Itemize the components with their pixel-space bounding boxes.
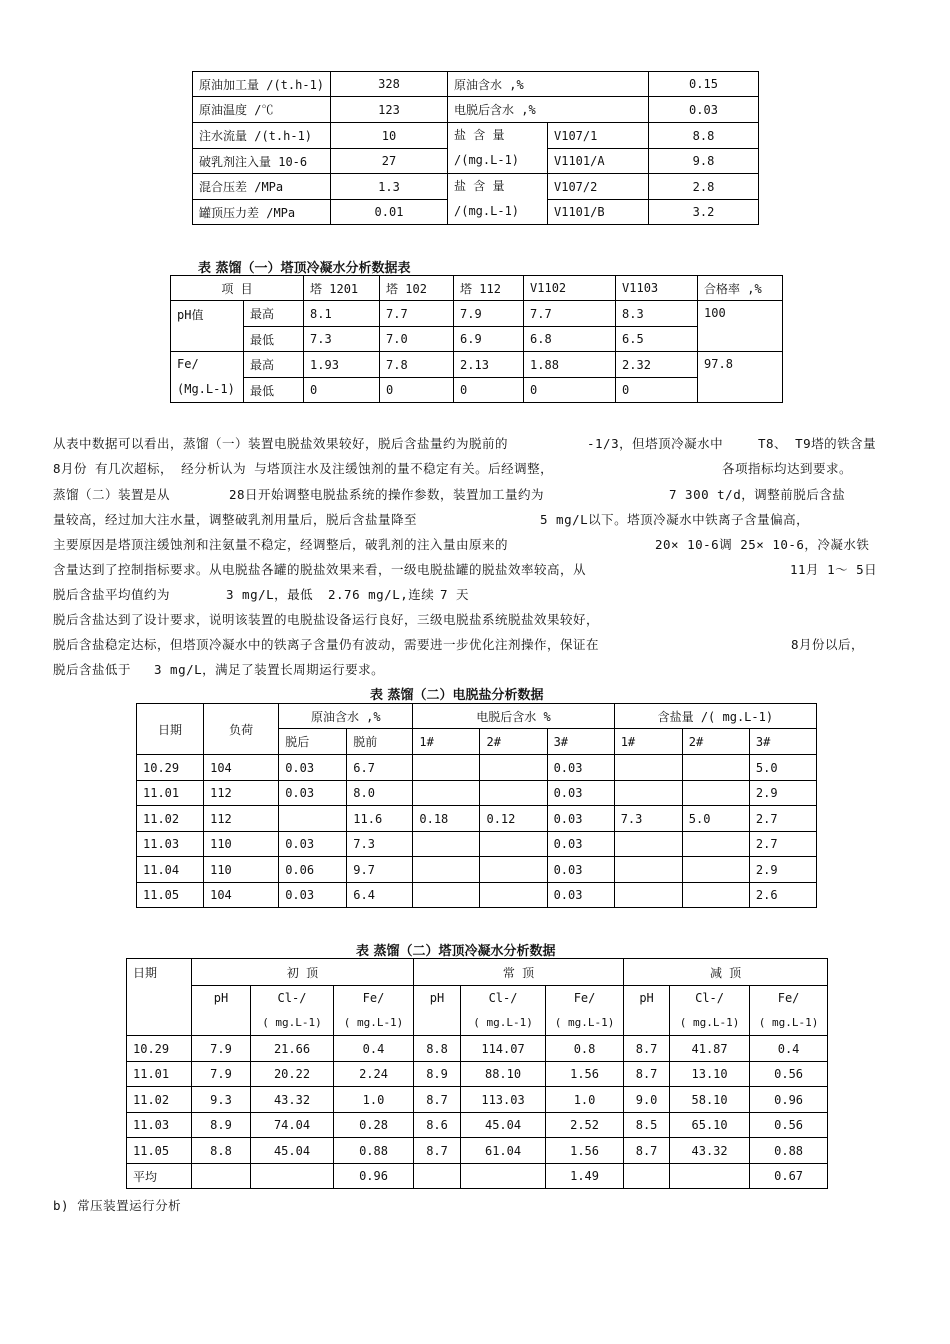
cell: 9.8 <box>649 149 759 174</box>
text-line: T8、 T9塔的铁含量 <box>758 436 877 451</box>
cell <box>670 1164 750 1189</box>
cell: 7.3 <box>347 832 413 857</box>
header-cell: 负荷 <box>204 704 279 755</box>
cell: 58.10 <box>670 1087 750 1113</box>
cell: 7.0 <box>380 327 454 352</box>
cell: 最高 <box>244 352 304 378</box>
unit-cell: ( mg.L-1) <box>251 1011 334 1036</box>
cell: 8.5 <box>624 1113 670 1138</box>
text-line: 8月份 有几次超标， 经分析认为 与塔顶注水及注缓蚀剂的量不稳定有关。后经调整， <box>53 461 554 476</box>
subheader-cell: pH <box>192 986 251 1036</box>
cell <box>480 755 547 781</box>
cell <box>251 1164 334 1189</box>
table-row <box>127 1138 828 1164</box>
subheader-cell: 2# <box>682 729 749 755</box>
cell: 0.4 <box>750 1036 828 1062</box>
group-header: 常 顶 <box>414 959 624 986</box>
cell: 0.03 <box>547 832 614 857</box>
cell: 0.56 <box>750 1113 828 1138</box>
cell: 65.10 <box>670 1113 750 1138</box>
merged-label-cell <box>448 123 548 174</box>
cell: 10.29 <box>137 755 204 781</box>
cell: V1101/A <box>548 149 649 174</box>
cell: 1.56 <box>546 1062 624 1087</box>
fe-label-bottom: (Mg.L-1) <box>177 382 235 396</box>
cell: V107/2 <box>548 174 649 200</box>
cell: 0.03 <box>547 857 614 883</box>
cell: 罐顶压力差 /MPa <box>193 200 331 225</box>
cell: 6.5 <box>616 327 698 352</box>
cell: 45.04 <box>251 1138 334 1164</box>
cell: 0.67 <box>750 1164 828 1189</box>
cell: 11.05 <box>127 1138 192 1164</box>
cell: 0.28 <box>334 1113 414 1138</box>
text-line: 2.76 mg/L,连续 <box>328 587 435 602</box>
cell: 21.66 <box>251 1036 334 1062</box>
merged-label-top: 盐 含 量 <box>454 128 505 142</box>
text-line: 脱后含盐平均值约为 <box>53 587 171 602</box>
subheader-cell: pH <box>624 986 670 1036</box>
table-row <box>127 1164 828 1189</box>
cell: 5.0 <box>749 755 816 781</box>
header-cell: V1102 <box>524 276 616 301</box>
rate-ph: 100 <box>698 301 783 352</box>
cell: 45.04 <box>461 1113 546 1138</box>
cell: 8.7 <box>624 1138 670 1164</box>
cell <box>614 832 682 857</box>
text-line: 量较高，经过加大注水量，调整破乳剂用量后，脱后含盐量降至 <box>53 512 418 527</box>
cell: 1.0 <box>334 1087 414 1113</box>
cell <box>614 883 682 908</box>
cell: 8.9 <box>192 1113 251 1138</box>
cell: 123 <box>331 97 448 123</box>
text-line: 3 mg/L，最低 <box>226 587 314 602</box>
subheader-cell: Cl-/ <box>670 986 750 1011</box>
cell <box>413 755 480 781</box>
cell: 0 <box>454 378 524 403</box>
cell: 8.8 <box>192 1138 251 1164</box>
unit-cell: ( mg.L-1) <box>334 1011 414 1036</box>
subheader-cell: Fe/ <box>546 986 624 1011</box>
merged-label-bottom: /(mg.L-1) <box>454 153 520 167</box>
cell: 1.3 <box>331 174 448 200</box>
table-row <box>127 1062 828 1087</box>
cell: 0.03 <box>547 755 614 781</box>
cell: 10.29 <box>127 1036 192 1062</box>
cell <box>192 1164 251 1189</box>
cell: 43.32 <box>670 1138 750 1164</box>
table-desalting <box>136 703 817 908</box>
header-cell: 日期 <box>127 959 192 1036</box>
cell: 11.05 <box>137 883 204 908</box>
merged-label-bottom: /(mg.L-1) <box>454 204 520 218</box>
cell: 110 <box>204 832 279 857</box>
table-row <box>137 755 817 781</box>
cell: 2.24 <box>334 1062 414 1087</box>
cell: 1.0 <box>546 1087 624 1113</box>
cell <box>480 781 547 806</box>
header-cell: 塔 112 <box>454 276 524 301</box>
cell <box>413 781 480 806</box>
table-condensate-1 <box>170 275 783 403</box>
subheader-cell: Cl-/ <box>461 986 546 1011</box>
cell: 7.9 <box>192 1062 251 1087</box>
table-caption-2: 表 蒸馏（二）电脱盐分析数据 <box>370 688 544 703</box>
unit-cell: ( mg.L-1) <box>461 1011 546 1036</box>
cell: 10 <box>331 123 448 149</box>
cell <box>682 781 749 806</box>
cell: 0.96 <box>334 1164 414 1189</box>
cell: 原油含水 ,% <box>448 72 649 97</box>
cell: 328 <box>331 72 448 97</box>
subheader-cell: 2# <box>480 729 547 755</box>
cell: 2.6 <box>749 883 816 908</box>
cell: 11.02 <box>137 806 204 832</box>
text-line: 28日开始调整电脱盐系统的操作参数，装置加工量约为 <box>229 487 545 502</box>
header-cell: 合格率 ,% <box>698 276 783 301</box>
cell: 2.7 <box>749 832 816 857</box>
cell: 0.03 <box>279 832 347 857</box>
merged-label-top: 盐 含 量 <box>454 179 505 193</box>
cell: 8.7 <box>414 1087 461 1113</box>
cell: 0.06 <box>279 857 347 883</box>
cell: 0.03 <box>649 97 759 123</box>
cell: 0.88 <box>334 1138 414 1164</box>
cell: 0.88 <box>750 1138 828 1164</box>
cell: 7.9 <box>192 1036 251 1062</box>
text-line: -1/3，但塔顶冷凝水中 <box>587 436 724 451</box>
cell: 104 <box>204 883 279 908</box>
cell: 0.03 <box>279 781 347 806</box>
text-line: 5 mg/L以下。塔顶冷凝水中铁离子含量偏高， <box>540 512 810 527</box>
subheader-cell: 脱前 <box>347 729 413 755</box>
subheader-cell: 3# <box>547 729 614 755</box>
table-caption-1: 表 蒸馏（一）塔顶冷凝水分析数据表 <box>198 261 411 276</box>
cell: 2.7 <box>749 806 816 832</box>
cell: 8.3 <box>616 301 698 327</box>
cell: 7.9 <box>454 301 524 327</box>
cell: 最低 <box>244 327 304 352</box>
cell: 7.8 <box>380 352 454 378</box>
subheader-cell: Fe/ <box>750 986 828 1011</box>
subheader-cell: pH <box>414 986 461 1036</box>
row-label-ph: pH值 <box>171 301 244 352</box>
cell: 6.8 <box>524 327 616 352</box>
cell: 7.3 <box>614 806 682 832</box>
unit-cell: ( mg.L-1) <box>670 1011 750 1036</box>
text-line: 各项指标均达到要求。 <box>722 461 853 476</box>
cell: 0 <box>616 378 698 403</box>
text-line: 脱后含盐达到了设计要求，说明该装置的电脱盐设备运行良好，三级电脱盐系统脱盐效果较好， <box>53 612 600 627</box>
text-line: 脱后含盐低于 <box>53 662 132 677</box>
header-cell: 项 目 <box>171 276 304 301</box>
cell: 最低 <box>244 378 304 403</box>
header-cell: 塔 102 <box>380 276 454 301</box>
cell: 8.8 <box>649 123 759 149</box>
cell: 0.03 <box>547 781 614 806</box>
group-header: 初 顶 <box>192 959 414 986</box>
cell <box>682 883 749 908</box>
cell: 2.32 <box>616 352 698 378</box>
subheader-cell: Cl-/ <box>251 986 334 1011</box>
row-label-fe <box>171 352 244 403</box>
cell <box>614 755 682 781</box>
cell: 1.88 <box>524 352 616 378</box>
table-row <box>127 1113 828 1138</box>
table-row <box>137 832 817 857</box>
cell: 1.49 <box>546 1164 624 1189</box>
cell <box>414 1164 461 1189</box>
cell: 13.10 <box>670 1062 750 1087</box>
cell: 6.7 <box>347 755 413 781</box>
cell: 8.8 <box>414 1036 461 1062</box>
cell: 最高 <box>244 301 304 327</box>
cell: 0.12 <box>480 806 547 832</box>
cell: 11.04 <box>137 857 204 883</box>
text-line: 8月份以后， <box>791 637 865 652</box>
cell: 8.0 <box>347 781 413 806</box>
cell: 11.02 <box>127 1087 192 1113</box>
cell: 0.03 <box>279 755 347 781</box>
table-row <box>127 1087 828 1113</box>
cell: 11.6 <box>347 806 413 832</box>
cell: 0.96 <box>750 1087 828 1113</box>
cell <box>279 806 347 832</box>
cell: 1.56 <box>546 1138 624 1164</box>
cell <box>682 755 749 781</box>
table-condensate-2 <box>126 958 828 1189</box>
cell: 破乳剂注入量 10-6 <box>193 149 331 174</box>
cell: 5.0 <box>682 806 749 832</box>
cell <box>682 857 749 883</box>
cell: 平均 <box>127 1164 192 1189</box>
text-line: 脱后含盐稳定达标，但塔顶冷凝水中的铁离子含量仍有波动，需要进一步优化注剂操作，保证在 <box>53 637 600 652</box>
header-cell: 原油含水 ,% <box>279 704 413 729</box>
subheader-cell: 脱后 <box>279 729 347 755</box>
header-cell: 日期 <box>137 704 204 755</box>
cell: 8.7 <box>414 1138 461 1164</box>
cell: 0.03 <box>547 883 614 908</box>
cell: 7.7 <box>380 301 454 327</box>
cell: V107/1 <box>548 123 649 149</box>
cell: 11.03 <box>137 832 204 857</box>
table-operating-params <box>192 71 759 225</box>
cell: 112 <box>204 806 279 832</box>
cell: 2.52 <box>546 1113 624 1138</box>
cell: 9.3 <box>192 1087 251 1113</box>
cell: 110 <box>204 857 279 883</box>
cell <box>480 832 547 857</box>
table-caption-3: 表 蒸馏（二）塔顶冷凝水分析数据 <box>356 944 556 959</box>
cell <box>461 1164 546 1189</box>
cell: 0 <box>380 378 454 403</box>
merged-label-cell <box>448 174 548 225</box>
section-heading-b: b) 常压装置运行分析 <box>53 1198 182 1213</box>
cell: 8.1 <box>304 301 380 327</box>
subheader-cell: Fe/ <box>334 986 414 1011</box>
cell: 7.7 <box>524 301 616 327</box>
cell <box>624 1164 670 1189</box>
cell <box>480 883 547 908</box>
text-line: 11月 1～ 5日 <box>790 562 878 577</box>
table-row <box>137 806 817 832</box>
cell: 43.32 <box>251 1087 334 1113</box>
cell: 3.2 <box>649 200 759 225</box>
cell: 2.13 <box>454 352 524 378</box>
cell: 9.0 <box>624 1087 670 1113</box>
cell: 电脱后含水 ,% <box>448 97 649 123</box>
cell: 8.7 <box>624 1062 670 1087</box>
cell: 注水流量 /(t.h-1) <box>193 123 331 149</box>
cell: 20.22 <box>251 1062 334 1087</box>
cell: 114.07 <box>461 1036 546 1062</box>
cell <box>614 781 682 806</box>
cell <box>480 857 547 883</box>
rate-fe: 97.8 <box>698 352 783 403</box>
cell: 113.03 <box>461 1087 546 1113</box>
text-line: 蒸馏（二）装置是从 <box>53 487 171 502</box>
fe-label-top: Fe/ <box>177 357 199 371</box>
subheader-cell: 1# <box>413 729 480 755</box>
cell: 原油加工量 /(t.h-1) <box>193 72 331 97</box>
text-line: 7 天 <box>440 587 470 602</box>
text-line: 20× 10-6调 25× 10-6，冷凝水铁 <box>655 537 870 552</box>
cell: 41.87 <box>670 1036 750 1062</box>
cell: 8.9 <box>414 1062 461 1087</box>
cell: 混合压差 /MPa <box>193 174 331 200</box>
cell: 104 <box>204 755 279 781</box>
text-line: 主要原因是塔顶注缓蚀剂和注氨量不稳定，经调整后，破乳剂的注入量由原来的 <box>53 537 509 552</box>
header-cell: 塔 1201 <box>304 276 380 301</box>
header-cell: V1103 <box>616 276 698 301</box>
cell: 9.7 <box>347 857 413 883</box>
cell <box>614 857 682 883</box>
cell: 0.15 <box>649 72 759 97</box>
text-line: 3 mg/L，满足了装置长周期运行要求。 <box>154 662 385 677</box>
cell: 7.3 <box>304 327 380 352</box>
cell: 61.04 <box>461 1138 546 1164</box>
cell: 6.4 <box>347 883 413 908</box>
cell: 2.8 <box>649 174 759 200</box>
header-cell: 含盐量 /( mg.L-1) <box>614 704 816 729</box>
cell: 11.01 <box>137 781 204 806</box>
cell: 0.4 <box>334 1036 414 1062</box>
cell: 27 <box>331 149 448 174</box>
cell: 原油温度 /℃ <box>193 97 331 123</box>
cell <box>682 832 749 857</box>
cell: 0 <box>304 378 380 403</box>
cell: 11.03 <box>127 1113 192 1138</box>
cell: 0.01 <box>331 200 448 225</box>
unit-cell: ( mg.L-1) <box>546 1011 624 1036</box>
cell: 1.93 <box>304 352 380 378</box>
cell: 0.03 <box>279 883 347 908</box>
table-row <box>137 883 817 908</box>
subheader-cell: 1# <box>614 729 682 755</box>
table-row <box>137 857 817 883</box>
cell: 2.9 <box>749 857 816 883</box>
header-cell: 电脱后含水 % <box>413 704 614 729</box>
cell: 0.56 <box>750 1062 828 1087</box>
cell: 0.8 <box>546 1036 624 1062</box>
cell: 11.01 <box>127 1062 192 1087</box>
cell: 8.7 <box>624 1036 670 1062</box>
cell <box>413 883 480 908</box>
cell: 0.03 <box>547 806 614 832</box>
cell: 74.04 <box>251 1113 334 1138</box>
text-line: 从表中数据可以看出，蒸馏（一）装置电脱盐效果较好，脱后含盐量约为脱前的 <box>53 436 509 451</box>
cell: 0.18 <box>413 806 480 832</box>
table-row <box>127 1036 828 1062</box>
table-row <box>137 781 817 806</box>
subheader-cell: 3# <box>749 729 816 755</box>
text-line: 7 300 t/d，调整前脱后含盐 <box>669 487 846 502</box>
cell: 2.9 <box>749 781 816 806</box>
cell: 88.10 <box>461 1062 546 1087</box>
cell: V1101/B <box>548 200 649 225</box>
cell: 0 <box>524 378 616 403</box>
unit-cell: ( mg.L-1) <box>750 1011 828 1036</box>
cell <box>413 857 480 883</box>
cell: 8.6 <box>414 1113 461 1138</box>
cell: 112 <box>204 781 279 806</box>
cell: 6.9 <box>454 327 524 352</box>
cell <box>413 832 480 857</box>
text-line: 含量达到了控制指标要求。从电脱盐各罐的脱盐效果来看，一级电脱盐罐的脱盐效率较高，从 <box>53 562 587 577</box>
group-header: 减 顶 <box>624 959 828 986</box>
